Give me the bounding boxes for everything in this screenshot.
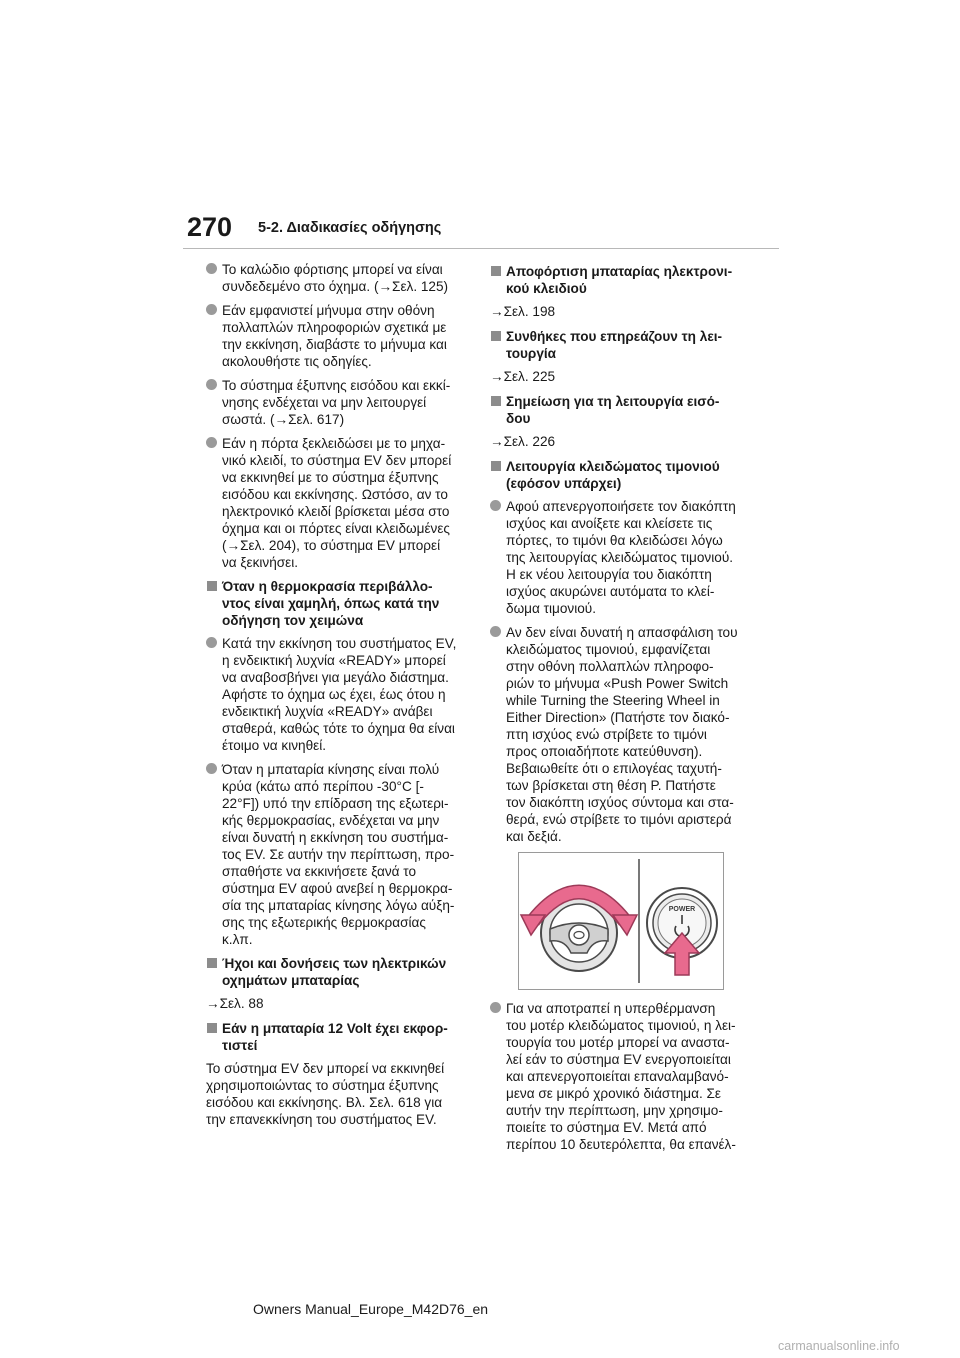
text-line: οχημάτων μπαταρίας [222,973,360,988]
bullet-steering-lock [490,498,780,617]
text-line: μενα σε μικρό χρονικό διάστημα. Σε [506,1086,721,1101]
text-line: αυτήν την περίπτωση, μην χρησιμο- [506,1103,723,1118]
text-line: και δεξιά. [506,829,562,844]
text-line: προς οποιαδήποτε κατεύθυνση). [506,744,703,759]
text-line: Όταν η θερμοκρασία περιβάλλο- [222,579,433,594]
text-line: πόρτες, το τιμόνι θα κλειδώσει λόγω [506,533,723,548]
text-line: σπαθήστε να εκκινήσετε ξανά το [222,864,417,879]
text-line: Λειτουργία κλειδώματος τιμονιού [506,459,720,474]
heading-low-temperature [206,578,486,629]
text-line: εισόδου και εκκίνησης. Βλ. Σελ. 618 για [206,1095,443,1110]
bullet-cold-battery [206,761,486,948]
heading-square-icon [207,958,217,968]
text-line: να ξεκινήσει. [222,555,299,570]
right-column [490,261,780,1160]
steering-power-figure [518,852,724,990]
bullet-dot-icon [206,304,217,315]
text-line: σία της μπαταρίας κίνησης λόγω αύξη- [222,898,455,913]
text-line: έτοιμο να κινηθεί. [222,738,327,753]
bullet-dot-icon [490,500,501,511]
text-line: Ήχοι και δονήσεις των ηλεκτρικών [222,956,447,971]
text-line: σύστημα EV αφού ανεβεί η θερμοκρα- [222,881,453,896]
text-line: όχημα και οι πόρτες είναι κλειδωμένες [222,521,450,536]
bullet-dot-icon [490,1002,501,1013]
bullet-lock-motor-overheat [490,1000,780,1153]
heading-square-icon [491,461,501,471]
heading-square-icon [207,1023,217,1033]
text-line: του μοτέρ κλειδώματος τιμονιού, η λει- [506,1018,736,1033]
text-line: τος EV. Σε αυτήν την περίπτωση, προ- [222,847,455,862]
text-line: την εκκίνηση, διαβάστε το μήνυμα και [222,337,447,352]
text-line: νησης ενδέχεται να μην λειτουργεί [222,395,427,410]
text-line: σταθερά, καθώς τότε το όχημα θα είναι [222,721,455,736]
text-line: while Turning the Steering Wheel in [506,693,720,708]
page-number: 270 [187,212,233,242]
bullet-charging-cable [206,261,486,295]
text-line: Για να αποτραπεί η υπερθέρμανση [506,1001,716,1016]
text-line: στην οθόνη πολλαπλών πληροφο- [506,659,714,674]
text-line: να εκκινηθεί με το σύστημα έξυπνης [222,470,439,485]
text-line: Εάν η μπαταρία 12 Volt έχει εκφορ- [222,1021,448,1036]
text-line: τιστεί [222,1038,258,1053]
text-line: (εφόσον υπάρχει) [506,476,622,491]
text-line: θερά, ενώ στρίβετε το τιμόνι αριστερά [506,812,732,827]
heading-square-icon [491,331,501,341]
text-line: εισόδου και εκκίνησης. Ωστόσο, αν το [222,487,448,502]
text-line: πτη ισχύος ενώ στρίβετε το τιμόνι [506,727,707,742]
heading-square-icon [207,581,217,591]
text-line: Αφήστε το όχημα ως έχει, έως ότου η [222,687,446,702]
text-line: Βεβαιωθείτε ότι ο επιλογέας ταχυτή- [506,761,722,776]
heading-square-icon [491,266,501,276]
text-line: Κατά την εκκίνηση του συστήματος EV, [222,636,457,651]
text-line: ενδεικτική λυχνία «READY» ανάβει [222,704,433,719]
heading-entry-note [490,393,780,427]
heading-operating-conditions [490,328,780,362]
power-label: POWER [668,906,696,913]
text-line: κ.λπ. [222,932,253,947]
page-reference: →Σελ. 226 [490,434,556,449]
text-line: (→Σελ. 204), το σύστημα EV μπορεί [222,538,441,553]
text-line: της λειτουργίας κλειδώματος τιμονιού. [506,550,734,565]
page-reference: →Σελ. 225 [490,369,556,384]
text-line: σωστά. (→Σελ. 617) [222,412,345,427]
text-line: χρησιμοποιώντας το σύστημα έξυπνης [206,1078,439,1093]
heading-square-icon [491,396,501,406]
text-line: ντος είναι χαμηλή, όπως κατά την [222,596,440,611]
text-line: νικό κλειδί, το σύστημα EV δεν μπορεί [222,453,452,468]
bullet-smart-entry [206,377,486,428]
text-line: δου [506,411,531,426]
text-line: κού κλειδιού [506,281,587,296]
text-line: τον διακόπτη ισχύος σύντομα και στα- [506,795,734,810]
header-divider [183,248,779,249]
text-line: Η εκ νέου λειτουργία του διακόπτη [506,567,712,582]
paragraph-12v-battery [206,1060,486,1128]
text-line: οδήγηση τον χειμώνα [222,613,364,628]
watermark: carmanualsonline.info [778,1339,900,1353]
text-line: την επανεκκίνηση του συστήματος EV. [206,1112,437,1127]
page-reference: →Σελ. 88 [206,996,264,1011]
bullet-message-display [206,302,486,370]
text-line: 22°F]) υπό την επίδραση της εξωτερι- [222,796,449,811]
text-line: ισχύος ακυρώνει αυτόματα το κλεί- [506,584,715,599]
text-line: σης της εξωτερικής θερμοκρασίας [222,915,426,930]
bullet-dot-icon [206,637,217,648]
text-line: Αφού απενεργοποιήσετε τον διακόπτη [506,499,736,514]
text-line: η ενδεικτική λυχνία «READY» μπορεί [222,653,446,668]
steering-power-illustration [519,853,723,989]
text-line: ηλεκτρονικό κλειδί βρίσκεται μέσα στο [222,504,450,519]
text-line: κής θερμοκρασίας, ενδέχεται να μην [222,813,440,828]
text-line: Αν δεν είναι δυνατή η απασφάλιση του [506,625,738,640]
text-line: να αναβοσβήνει για μεγάλο διάστημα. [222,670,449,685]
text-line: ακολουθήστε τις οδηγίες. [222,354,372,369]
bullet-dot-icon [206,263,217,274]
heading-sounds-vibrations [206,955,486,989]
text-line: λεί εάν το σύστημα EV ενεργοποιείται [506,1052,731,1067]
footer-manual-id: Owners Manual_Europe_M42D76_en [253,1301,489,1317]
text-line: συνδεδεμένο στο όχημα. (→Σελ. 125) [222,279,449,294]
text-line: Το σύστημα έξυπνης εισόδου και εκκί- [222,378,451,393]
text-line: ισχύος και ανοίξετε και κλείσετε τις [506,516,713,531]
text-line: και απενεργοποιείται επαναλαμβανό- [506,1069,729,1084]
text-line: Το καλώδιο φόρτισης μπορεί να είναι [222,262,443,277]
text-line: Either Direction» (Πατήστε τον διακό- [506,710,730,725]
bullet-mechanical-key [206,435,486,571]
text-line: πολλαπλών πληροφοριών σχετικά με [222,320,447,335]
text-line: κλειδώματος τιμονιού, εμφανίζεται [506,642,711,657]
heading-key-battery-discharge [490,263,780,297]
bullet-dot-icon [206,437,217,448]
heading-steering-lock [490,458,780,492]
page-reference: →Σελ. 198 [490,304,556,319]
text-line: Εάν εμφανιστεί μήνυμα στην οθόνη [222,303,435,318]
section-title: 5-2. Διαδικασίες οδήγησης [258,220,442,236]
text-line: των βρίσκεται στη θέση P. Πατήστε [506,778,716,793]
text-line: Το σύστημα EV δεν μπορεί να εκκινηθεί [206,1061,445,1076]
text-line: ριών το μήνυμα «Push Power Switch [506,676,729,691]
text-line: τουργία του μοτέρ μπορεί να αναστα- [506,1035,730,1050]
text-line: Συνθήκες που επηρεάζουν τη λει- [506,329,723,344]
text-line: κρύα (κάτω από περίπου -30°C [- [222,779,424,794]
text-line: είναι δυνατή η εκκίνηση του συστήμα- [222,830,449,845]
bullet-dot-icon [206,379,217,390]
text-line: τουργία [506,346,557,361]
text-line: ποιείτε το σύστημα EV. Μετά από [506,1120,707,1135]
bullet-dot-icon [490,626,501,637]
text-line: Αποφόρτιση μπαταρίας ηλεκτρονι- [506,264,733,279]
left-column [206,261,486,1128]
text-line: περίπου 10 δευτερόλεπτα, θα επανέλ- [506,1137,736,1152]
text-line: δωμα τιμονιού. [506,601,597,616]
bullet-steering-unlock [490,624,780,845]
bullet-dot-icon [206,763,217,774]
text-line: Εάν η πόρτα ξεκλειδώσει με το μηχα- [222,436,446,451]
text-line: Όταν η μπαταρία κίνησης είναι πολύ [222,762,440,777]
text-line: Σημείωση για τη λειτουργία εισό- [506,394,720,409]
bullet-ready-indicator [206,635,486,754]
heading-12v-battery [206,1020,486,1054]
